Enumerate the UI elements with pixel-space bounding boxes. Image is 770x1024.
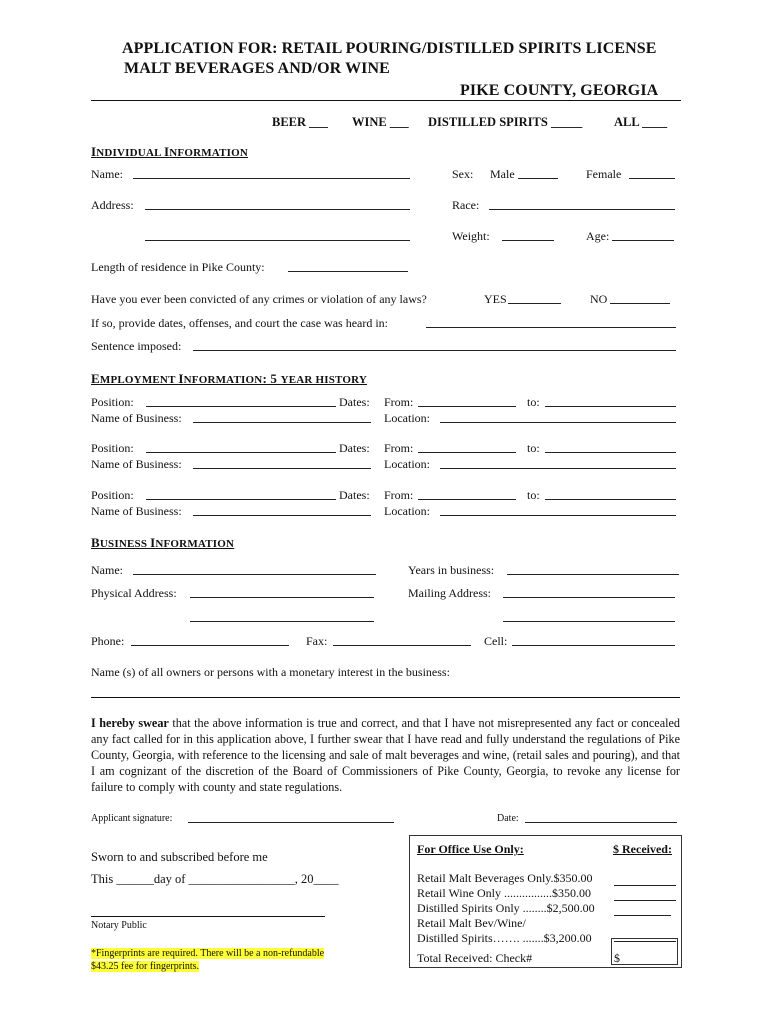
weight-field[interactable] bbox=[502, 230, 554, 241]
no-label: NO bbox=[590, 292, 608, 306]
mailing-address-field-2[interactable] bbox=[503, 611, 675, 622]
if-so-field[interactable] bbox=[426, 317, 676, 328]
race-label: Race: bbox=[452, 198, 480, 212]
date-field[interactable] bbox=[525, 812, 677, 823]
dates-label: Dates: bbox=[339, 395, 370, 409]
to-label: to: bbox=[527, 488, 540, 502]
fee-retail-malt: Retail Malt Beverages Only.$350.00 bbox=[417, 871, 593, 885]
weight-label: Weight: bbox=[452, 229, 490, 243]
residence-field[interactable] bbox=[288, 261, 408, 272]
phone-field[interactable] bbox=[131, 635, 289, 646]
office-use-heading: For Office Use Only: bbox=[417, 842, 524, 856]
physical-address-field-1[interactable] bbox=[190, 587, 374, 598]
mailing-address-field-1[interactable] bbox=[503, 587, 675, 598]
age-field[interactable] bbox=[612, 230, 674, 241]
business-heading: BUSINESS INFORMATION bbox=[91, 535, 235, 550]
from-field[interactable] bbox=[418, 442, 516, 453]
business-name-label: Name of Business: bbox=[91, 457, 182, 471]
sentence-field[interactable] bbox=[193, 340, 676, 351]
position-field[interactable] bbox=[146, 396, 336, 407]
notary-label: Notary Public bbox=[91, 920, 147, 931]
location-label: Location: bbox=[384, 457, 430, 471]
convicted-label: Have you ever been convicted of any crimes or violation of any laws? bbox=[91, 292, 427, 306]
years-field[interactable] bbox=[507, 564, 679, 575]
license-beer: BEER ___ bbox=[272, 115, 328, 129]
from-field[interactable] bbox=[418, 489, 516, 500]
fee-distilled: Distilled Spirits Only ........$2,500.00 bbox=[417, 901, 595, 915]
to-label: to: bbox=[527, 395, 540, 409]
sex-label: Sex: bbox=[452, 167, 474, 181]
male-field[interactable] bbox=[518, 168, 558, 179]
signature-field[interactable] bbox=[188, 812, 394, 823]
if-so-label: If so, provide dates, offenses, and court the case was heard in: bbox=[91, 316, 389, 330]
from-label: From: bbox=[384, 488, 414, 502]
county-title: PIKE COUNTY, GEORGIA bbox=[460, 82, 659, 99]
physical-address-field-2[interactable] bbox=[190, 611, 374, 622]
age-label: Age: bbox=[586, 229, 610, 243]
to-field[interactable] bbox=[545, 489, 676, 500]
address-field-2[interactable] bbox=[145, 230, 410, 241]
female-label: Female bbox=[586, 167, 622, 181]
business-name-label: Name: bbox=[91, 563, 123, 577]
received-total-box[interactable] bbox=[611, 938, 678, 965]
date-label: Date: bbox=[497, 813, 519, 824]
business-name-label: Name of Business: bbox=[91, 411, 182, 425]
mailing-address-label: Mailing Address: bbox=[408, 586, 491, 600]
to-field[interactable] bbox=[545, 396, 676, 407]
address-label: Address: bbox=[91, 198, 134, 212]
position-label: Position: bbox=[91, 441, 134, 455]
owners-label: Name (s) of all owners or persons with a monetary interest in the business: bbox=[91, 665, 450, 679]
fingerprint-note-1: *Fingerprints are required. There will be a non-refundable bbox=[91, 948, 325, 959]
fee-retail-wine: Retail Wine Only ................$350.00 bbox=[417, 886, 591, 900]
cell-field[interactable] bbox=[512, 635, 675, 646]
fax-field[interactable] bbox=[333, 635, 471, 646]
dates-label: Dates: bbox=[339, 441, 370, 455]
title-line-2: MALT BEVERAGES AND/OR WINE bbox=[124, 60, 390, 77]
location-field[interactable] bbox=[440, 458, 676, 469]
position-field[interactable] bbox=[146, 442, 336, 453]
title-line-1: APPLICATION FOR: RETAIL POURING/DISTILLED SPIRITS LICENSE bbox=[122, 40, 657, 57]
position-field[interactable] bbox=[146, 489, 336, 500]
dates-label: Dates: bbox=[339, 488, 370, 502]
owners-field[interactable] bbox=[91, 697, 680, 698]
phone-label: Phone: bbox=[91, 634, 125, 648]
notary-signature-line[interactable] bbox=[91, 916, 325, 917]
name-field[interactable] bbox=[133, 168, 410, 179]
location-label: Location: bbox=[384, 504, 430, 518]
years-label: Years in business: bbox=[408, 563, 495, 577]
cell-label: Cell: bbox=[484, 634, 508, 648]
no-field[interactable] bbox=[610, 293, 670, 304]
physical-address-label: Physical Address: bbox=[91, 586, 177, 600]
location-field[interactable] bbox=[440, 505, 676, 516]
received-field-distilled[interactable] bbox=[614, 905, 671, 916]
fax-label: Fax: bbox=[306, 634, 328, 648]
name-label: Name: bbox=[91, 167, 123, 181]
business-name-field[interactable] bbox=[193, 505, 371, 516]
fee-combo-label: Retail Malt Bev/Wine/ bbox=[417, 916, 526, 930]
location-label: Location: bbox=[384, 411, 430, 425]
male-label: Male bbox=[490, 167, 515, 181]
business-name-field[interactable] bbox=[193, 412, 371, 423]
license-all: ALL ____ bbox=[614, 115, 668, 129]
received-heading: $ Received: bbox=[613, 842, 672, 856]
license-distilled: DISTILLED SPIRITS _____ bbox=[428, 115, 583, 129]
to-label: to: bbox=[527, 441, 540, 455]
day-of-line[interactable]: This ______day of _________________, 20____ bbox=[91, 872, 339, 886]
yes-label: YES bbox=[484, 292, 507, 306]
position-label: Position: bbox=[91, 488, 134, 502]
sworn-text: Sworn to and subscribed before me bbox=[91, 850, 268, 864]
address-field-1[interactable] bbox=[145, 199, 410, 210]
from-label: From: bbox=[384, 395, 414, 409]
total-received-label: Total Received: Check# bbox=[417, 951, 533, 965]
race-field[interactable] bbox=[489, 199, 675, 210]
oath-paragraph: I hereby swear that the above information is true and correct, and that I have not misrepresented any fact or concealed any fact called for in this application above, I further swear that I have read and fully understand the regulations of Pike County, Georgia, with reference to the licensing and sale of malt beverages and wine, (retail sales and pouring), and that I am cognizant of the discretion of the Board of Commissioners of Pike County, Georgia, to revoke any license for failure to comply with county and state regulations. bbox=[91, 716, 680, 794]
female-field[interactable] bbox=[629, 168, 675, 179]
business-name-field[interactable] bbox=[133, 564, 376, 575]
position-label: Position: bbox=[91, 395, 134, 409]
location-field[interactable] bbox=[440, 412, 676, 423]
total-dollar-sign: $ bbox=[614, 951, 620, 965]
sentence-label: Sentence imposed: bbox=[91, 339, 182, 353]
received-field-wine[interactable] bbox=[614, 890, 676, 901]
business-name-field[interactable] bbox=[193, 458, 371, 469]
received-field-malt[interactable] bbox=[614, 875, 676, 886]
from-label: From: bbox=[384, 441, 414, 455]
individual-heading: INDIVIDUAL INFORMATION bbox=[91, 144, 249, 159]
from-field[interactable] bbox=[418, 396, 516, 407]
to-field[interactable] bbox=[545, 442, 676, 453]
fingerprint-note-2: $43.25 fee for fingerprints. bbox=[91, 961, 200, 972]
signature-label: Applicant signature: bbox=[91, 813, 173, 824]
yes-field[interactable] bbox=[508, 293, 561, 304]
residence-label: Length of residence in Pike County: bbox=[91, 260, 265, 274]
header-rule bbox=[91, 100, 681, 101]
business-name-label: Name of Business: bbox=[91, 504, 182, 518]
fee-combo-amount: Distilled Spirits……. .......$3,200.00 bbox=[417, 931, 592, 945]
license-wine: WINE ___ bbox=[352, 115, 409, 129]
employment-heading: EMPLOYMENT INFORMATION: 5 YEAR HISTORY bbox=[91, 371, 368, 386]
